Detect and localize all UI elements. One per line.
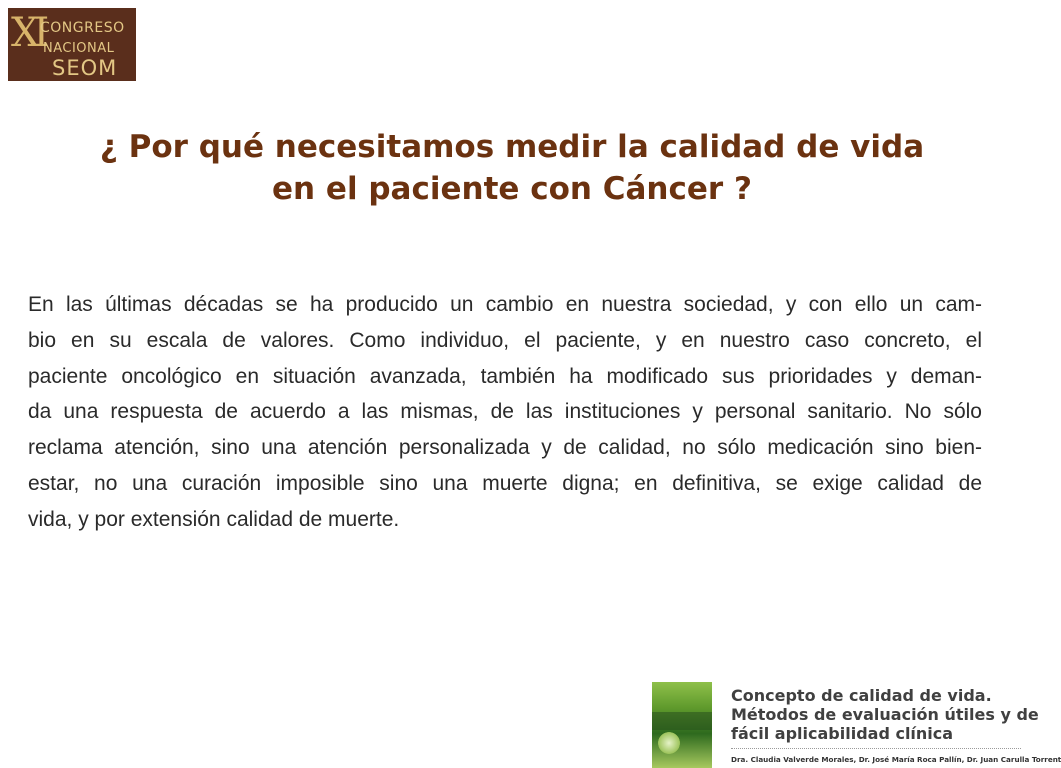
logo-line-congreso: CONGRESO — [40, 20, 125, 36]
body-line: En las últimas décadas se ha producido un cambio en nuestra sociedad, y con ello un cam- — [28, 293, 982, 316]
body-line: bio en su escala de valores. Como individuo, el paciente, y en nuestro caso concreto, el — [28, 328, 982, 352]
book-title-line: Métodos de evaluación útiles y de — [731, 705, 1039, 724]
congress-logo — [8, 8, 136, 81]
book-cover-image — [652, 682, 712, 768]
book-title — [731, 686, 1039, 743]
book-cover-emblem-icon — [658, 732, 680, 754]
title-line-1: ¿ Por qué necesitamos medir la calidad de vida — [99, 129, 925, 165]
body-paragraph — [28, 287, 982, 538]
logo-line-nacional: NACIONAL — [43, 41, 115, 56]
book-title-line: Concepto de calidad de vida. — [731, 686, 992, 705]
body-line: estar, no una curación imposible sino una muerte digna; en definitiva, se exige calidad de — [28, 471, 982, 495]
logo-roman-numeral: XI — [11, 10, 44, 56]
body-line: paciente oncológico en situación avanzada, también ha modificado sus prioridades y deman- — [28, 364, 982, 388]
body-line: da una respuesta de acuerdo a las mismas, de las instituciones y personal sanitario. No sólo — [28, 400, 982, 424]
logo-line-seom: SEOM — [52, 56, 118, 80]
book-divider — [731, 748, 1021, 749]
book-cover-band — [652, 712, 712, 730]
book-authors: Dra. Claudia Valverde Morales, Dr. José María Roca Pallín, Dr. Juan Carulla Torrent — [731, 755, 1061, 764]
body-line: reclama atención, sino una atención personalizada y de calidad, no sólo medicación sino bien- — [28, 436, 982, 460]
book-title-line: fácil aplicabilidad clínica — [731, 724, 954, 743]
body-line: vida, y por extensión calidad de muerte. — [28, 507, 400, 531]
title-line-2: en el paciente con Cáncer ? — [272, 171, 752, 207]
slide-title — [0, 126, 1024, 210]
